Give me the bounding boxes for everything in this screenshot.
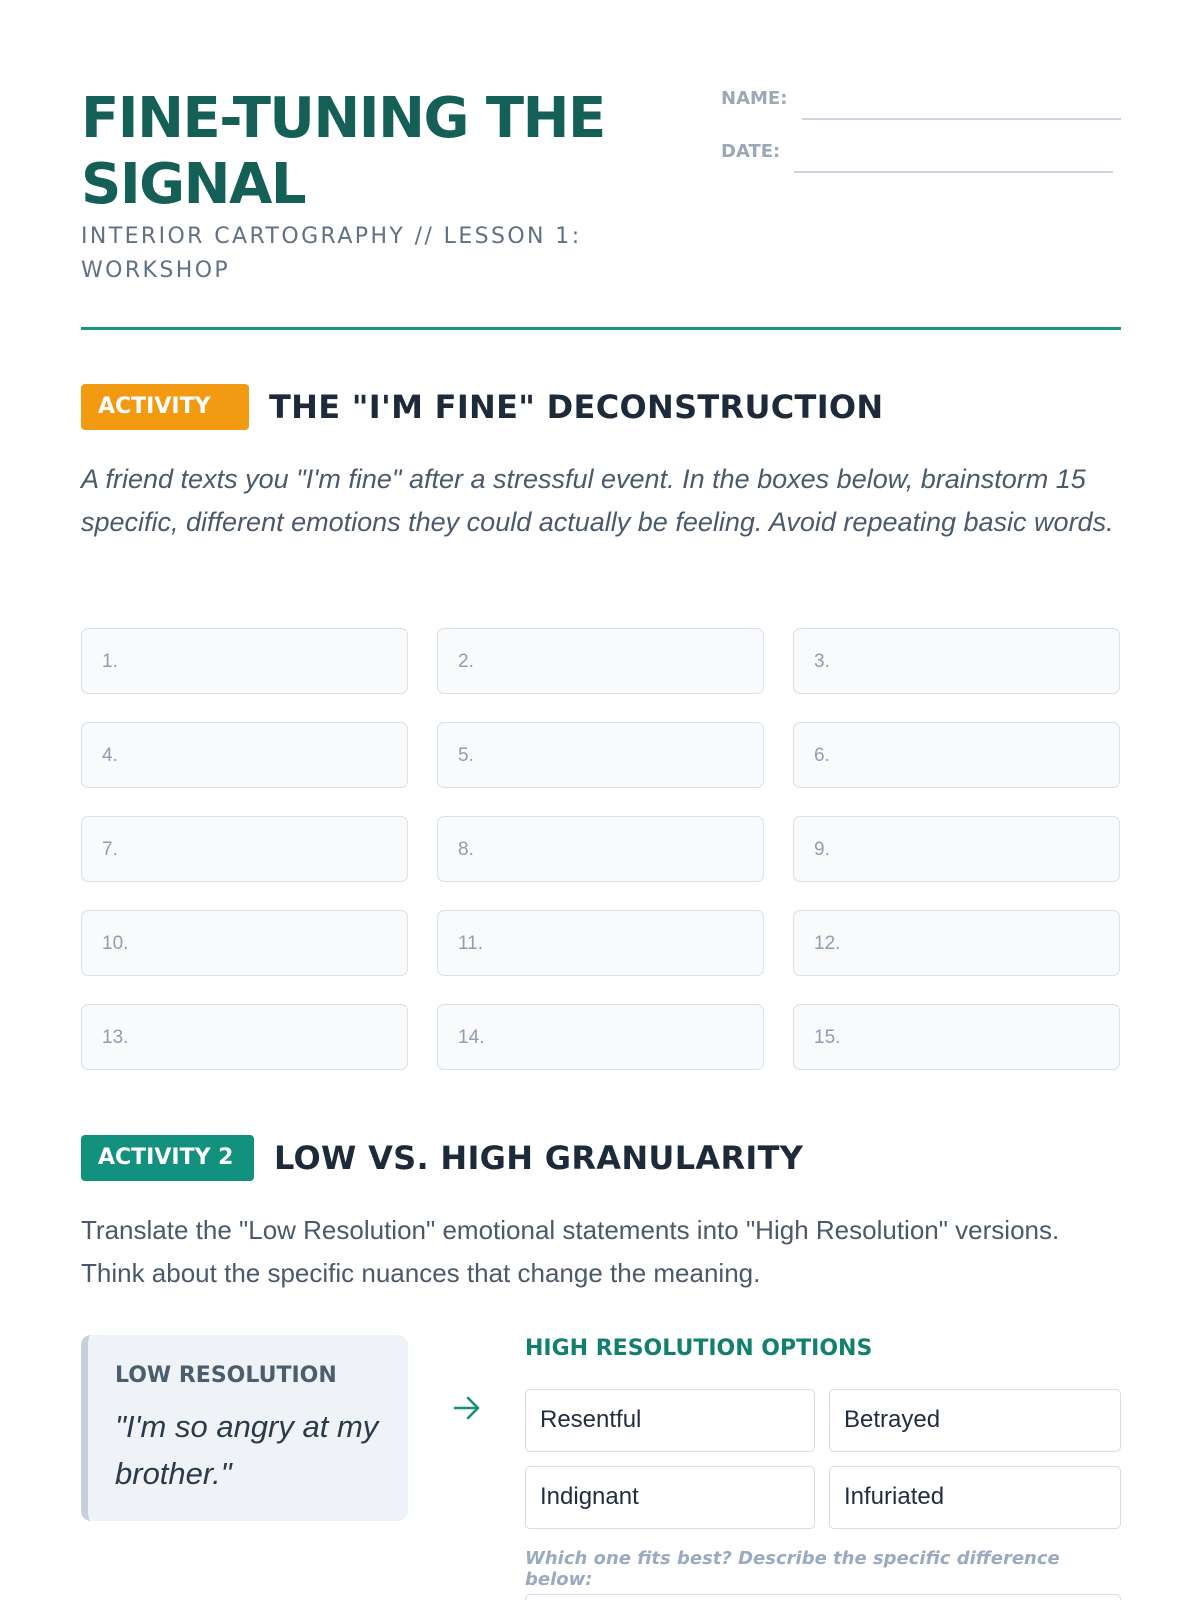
box-number: 14. [458, 1027, 485, 1048]
box-number: 3. [814, 651, 830, 672]
low-resolution-label: LOW RESOLUTION [115, 1363, 337, 1388]
emotion-box-6[interactable] [793, 722, 1120, 788]
activity-2-badge: ACTIVITY 2 [81, 1135, 254, 1181]
box-number: 4. [102, 745, 118, 766]
emotion-box-15[interactable] [793, 1004, 1120, 1070]
worksheet-header [81, 86, 1121, 326]
header-divider [81, 327, 1121, 330]
option-betrayed[interactable]: Betrayed [829, 1389, 1121, 1452]
emotion-box-4[interactable] [81, 722, 408, 788]
answer-box[interactable] [525, 1594, 1121, 1600]
box-number: 5. [458, 745, 474, 766]
box-number: 8. [458, 839, 474, 860]
name-line[interactable] [802, 118, 1121, 120]
fit-question: Which one fits best? Describe the specific difference below: [525, 1548, 1060, 1590]
box-number: 7. [102, 839, 118, 860]
emotion-box-8[interactable] [437, 816, 764, 882]
emotion-box-3[interactable] [793, 628, 1120, 694]
activity-2-instructions: Translate the "Low Resolution" emotional statements into "High Resolution" versions. Think about the specific nuances that change the meaning. [81, 1215, 1060, 1288]
emotion-box-12[interactable] [793, 910, 1120, 976]
emotion-box-7[interactable] [81, 816, 408, 882]
activity-1-title: THE "I'M FINE" DECONSTRUCTION [269, 388, 884, 426]
box-number: 9. [814, 839, 830, 860]
emotion-box-13[interactable] [81, 1004, 408, 1070]
box-number: 2. [458, 651, 474, 672]
emotion-box-10[interactable] [81, 910, 408, 976]
box-number: 6. [814, 745, 830, 766]
name-label: NAME: [721, 88, 788, 109]
arrow-right-icon [451, 1392, 483, 1424]
activity-2-heading [81, 1135, 1121, 1181]
emotion-box-5[interactable] [437, 722, 764, 788]
emotion-box-grid [81, 628, 1121, 1070]
date-field[interactable] [721, 139, 1121, 179]
emotion-box-9[interactable] [793, 816, 1120, 882]
emotion-box-1[interactable] [81, 628, 408, 694]
box-number: 11. [458, 933, 484, 954]
activity-1-badge: ACTIVITY 1 [81, 384, 249, 430]
box-number: 15. [814, 1027, 841, 1048]
emotion-box-11[interactable] [437, 910, 764, 976]
high-resolution-label: HIGH RESOLUTION OPTIONS [525, 1336, 873, 1361]
activity-2-title: LOW VS. HIGH GRANULARITY [274, 1139, 804, 1177]
emotion-box-14[interactable] [437, 1004, 764, 1070]
box-number: 13. [102, 1027, 129, 1048]
emotion-box-2[interactable] [437, 628, 764, 694]
low-resolution-card [81, 1335, 408, 1521]
option-infuriated[interactable]: Infuriated [829, 1466, 1121, 1529]
activity-1-instructions: A friend texts you "I'm fine" after a stressful event. In the boxes below, brainstorm 15 specific, different emotions they could actually be feeling. Avoid repeating basic words. [81, 464, 1114, 537]
box-number: 1. [102, 651, 118, 672]
page-subtitle: INTERIOR CARTOGRAPHY // LESSON 1: WORKSHOP [81, 224, 582, 283]
page-title: FINE-TUNING THE SIGNAL [81, 86, 605, 217]
date-line[interactable] [794, 171, 1113, 173]
name-field[interactable] [721, 86, 1121, 126]
box-number: 10. [102, 933, 129, 954]
low-resolution-quote: "I'm so angry at my brother." [115, 1409, 379, 1491]
option-resentful[interactable]: Resentful [525, 1389, 815, 1452]
date-label: DATE: [721, 141, 781, 162]
box-number: 12. [814, 933, 841, 954]
high-resolution-options [525, 1389, 1121, 1529]
option-indignant[interactable]: Indignant [525, 1466, 815, 1529]
activity-1-heading [81, 384, 1121, 465]
